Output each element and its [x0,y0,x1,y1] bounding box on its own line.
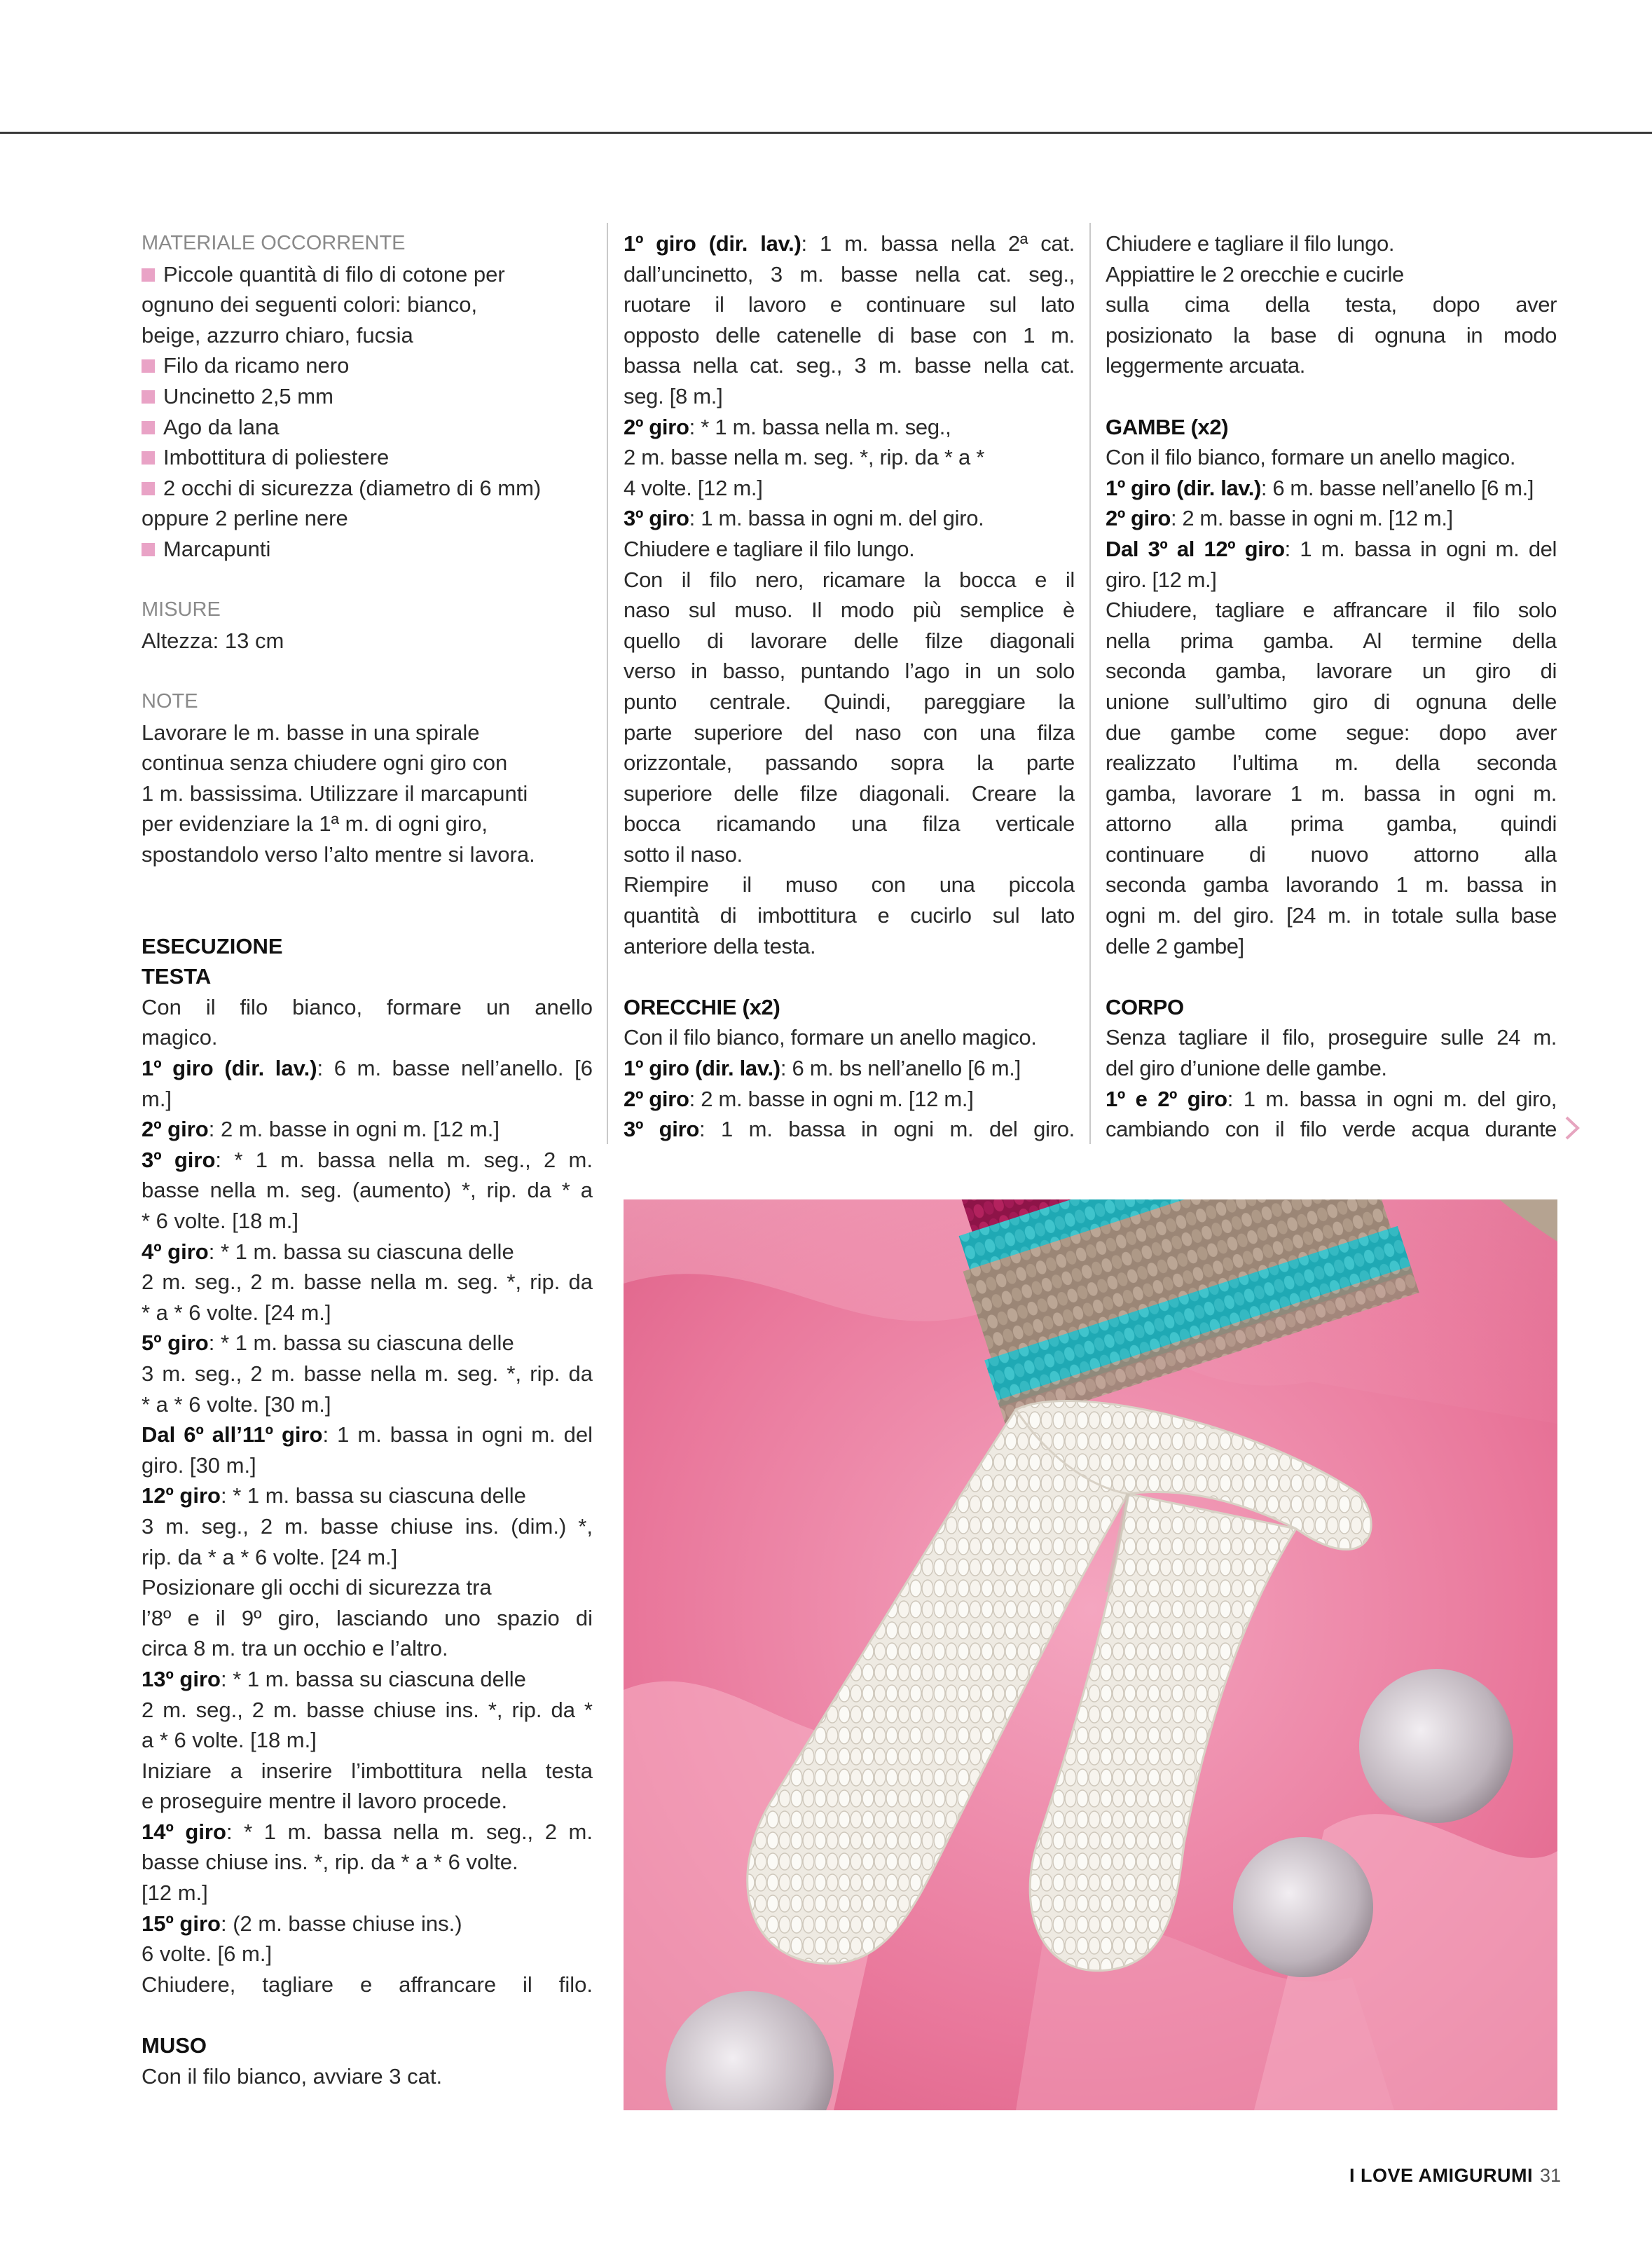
bold-step-label: 2º giro [1106,506,1171,531]
text-line: 1º giro (dir. lav.): 6 m. bs nell’anello [6 m.] [624,1056,1021,1081]
text-line: magico. [142,1025,218,1050]
text-line: 15º giro: (2 m. basse chiuse ins.) [142,1911,462,1936]
text-line: l’8º e il 9º giro, lasciando uno spazio di [142,1605,593,1630]
page-number: 31 [1539,2165,1561,2186]
text-line: giro. [12 m.] [1106,567,1217,592]
text-line: 2º giro: 2 m. basse in ogni m. [12 m.] [624,1086,974,1111]
section-heading-corpo: CORPO [1106,994,1184,1019]
text-line: 2 m. seg., 2 m. basse chiuse ins. *, rip. da * [142,1697,593,1722]
bold-step-label: 2º giro [624,1086,689,1111]
text-line: naso sul muso. Il modo più semplice è [624,598,1075,623]
bold-step-label: 2º giro [142,1117,209,1142]
bold-step-label: 1º giro (dir. lav.) [1106,475,1261,500]
text-line: ruotare il lavoro e continuare sul lato [624,292,1075,317]
materials-label: MATERIALE OCCORRENTE [142,232,406,254]
top-rule [0,132,1652,134]
section-heading-muso: MUSO [142,2033,207,2058]
text-line: seconda gamba, lavorare un giro di [1106,659,1557,684]
orecchie-instructions-cont [1106,228,1557,381]
chevron-right-icon [1562,1115,1583,1141]
text-line: del giro d’unione delle gambe. [1106,1056,1387,1081]
note-label: NOTE [142,689,198,713]
text-line: Riempire il muso con una piccola [624,872,1075,898]
text-line: leggermente arcuata. [1106,353,1305,378]
bold-step-label: 3º giro [142,1147,216,1172]
text-line: 5º giro: * 1 m. bassa su ciascuna delle [142,1330,514,1356]
text-line: delle 2 gambe] [1106,933,1244,958]
column-divider [607,223,608,1144]
material-item: Filo da ricamo nero [142,350,593,381]
bold-step-label: 3º giro [624,506,689,531]
text-line: 13º giro: * 1 m. bassa su ciascuna delle [142,1666,526,1691]
text-line: 1º e 2º giro: 1 m. bassa in ogni m. del giro, [1106,1086,1557,1111]
text-line: Chiudere, tagliare e affrancare il filo. [142,1972,593,1997]
bullet-square-icon [142,390,155,404]
text-line: orizzontale, passando sopra la parte [624,750,1075,776]
text-line: per evidenziare la 1ª m. di ogni giro, [142,811,488,837]
text-line: continua senza chiudere ogni giro con [142,750,508,776]
text-line: e proseguire mentre il lavoro procede. [142,1789,508,1814]
material-item: Uncinetto 2,5 mm [142,381,593,412]
text-line: sotto il naso. [624,841,743,867]
bold-step-label: 1º e 2º giro [1106,1086,1227,1111]
text-line: 3º giro: * 1 m. bassa nella m. seg., 2 m. [142,1147,593,1172]
text-line: basse nella m. seg. (aumento) *, rip. da * a [142,1178,593,1203]
material-item: Piccole quantità di filo di cotone per [142,259,593,290]
text-line: basse chiuse ins. *, rip. da * a * 6 volte. [142,1850,518,1875]
material-item: 2 occhi di sicurezza (diametro di 6 mm) [142,473,593,504]
bullet-square-icon [142,482,155,495]
text-line: Iniziare a inserire l’imbottitura nella testa [142,1758,593,1783]
text-line: Chiudere e tagliare il filo lungo. [624,536,915,561]
text-line: circa 8 m. tra un occhio e l’altro. [142,1636,448,1661]
text-line: nella prima gamba. Al termine della [1106,628,1557,653]
text-line: verso in basso, puntando l’ago in un solo [624,659,1075,684]
material-item: Ago da lana [142,412,593,443]
bold-step-label: 3º giro [624,1117,700,1142]
text-line: Chiudere e tagliare il filo lungo. [1106,231,1395,256]
bullet-square-icon [142,359,155,373]
text-line: Con il filo bianco, formare un anello magico. [624,1025,1037,1050]
text-line: seconda gamba lavorando 1 m. bassa in [1106,872,1557,898]
text-line: Con il filo bianco, formare un anello magico. [1106,445,1516,470]
column-2 [624,228,1075,1145]
text-line: cambiando con il filo verde acqua durante [1106,1117,1557,1142]
text-line: [12 m.] [142,1880,208,1906]
text-line: giro. [30 m.] [142,1452,256,1478]
testa-instructions [142,992,593,2000]
text-line: bocca ricamando una filza verticale [624,811,1075,837]
text-line: Con il filo nero, ricamare la bocca e il [624,567,1075,592]
section-heading-orecchie: ORECCHIE (x2) [624,994,780,1019]
gambe-instructions [1106,442,1557,961]
section-heading-gambe: GAMBE (x2) [1106,414,1229,439]
material-item-cont: ognuno dei seguenti colori: bianco, [142,292,478,317]
text-line: due gambe come segue: dopo aver [1106,720,1557,745]
note-text [142,717,593,870]
text-line: 4 volte. [12 m.] [624,475,763,500]
text-line: Chiudere, tagliare e affrancare il filo solo [1106,598,1557,623]
text-line: spostandolo verso l’alto mentre si lavora. [142,841,535,867]
text-line: 12º giro: * 1 m. bassa su ciascuna delle [142,1483,526,1508]
text-line: 4º giro: * 1 m. bassa su ciascuna delle [142,1239,514,1264]
section-heading-testa: TESTA [142,964,212,989]
amigurumi-legs-photo [624,1199,1557,2110]
text-line: 3º giro: 1 m. bassa in ogni m. del giro. [624,1117,1075,1142]
text-line: Dal 3º al 12º giro: 1 m. bassa in ogni m. del [1106,536,1557,561]
text-line: opposto delle catenelle di base con 1 m. [624,322,1075,348]
text-line: 1 m. bassissima. Utilizzare il marcapunti [142,780,528,806]
text-line: 3º giro: 1 m. bassa in ogni m. del giro. [624,506,984,531]
bullet-square-icon [142,421,155,434]
text-line: * a * 6 volte. [24 m.] [142,1300,331,1325]
bold-step-label: 5º giro [142,1330,209,1356]
text-line: rip. da * a * 6 volte. [24 m.] [142,1544,398,1569]
text-line: bassa nella cat. seg., 3 m. basse nella cat. [624,353,1075,378]
text-line: 2º giro: * 1 m. bassa nella m. seg., [624,414,951,439]
text-line: Appiattire le 2 orecchie e cucirle [1106,261,1404,287]
material-item: Marcapunti [142,534,593,565]
text-line: 1º giro (dir. lav.): 1 m. bassa nella 2ª cat. [624,231,1075,256]
bold-step-label: 2º giro [624,414,689,439]
column-3 [1106,228,1557,1145]
column-divider [1089,223,1091,1144]
text-line: 6 volte. [6 m.] [142,1941,273,1967]
bold-step-label: Dal 6º all’11º giro [142,1422,323,1447]
text-line: * 6 volte. [18 m.] [142,1209,298,1233]
text-line: realizzato l’ultima m. della seconda [1106,750,1557,776]
text-line: continuare di nuovo attorno alla [1106,841,1557,867]
text-line: attorno alla prima gamba, quindi [1106,811,1557,837]
text-line: seg. [8 m.] [624,383,723,408]
bold-step-label: 1º giro (dir. lav.) [624,231,801,256]
text-line: quello di lavorare delle filze diagonali [624,628,1075,653]
text-line: 3 m. seg., 2 m. basse chiuse ins. (dim.) *, [142,1513,593,1539]
page-footer [1349,2165,1561,2187]
bullet-square-icon [142,451,155,465]
text-line: Senza tagliare il filo, proseguire sulle 24 m. [1106,1025,1557,1050]
bullet-square-icon [142,543,155,556]
text-line: 14º giro: * 1 m. bassa nella m. seg., 2 m. [142,1819,593,1844]
text-line: 3 m. seg., 2 m. basse nella m. seg. *, rip. da [142,1361,593,1386]
text-line: 2 m. seg., 2 m. basse nella m. seg. *, rip. da [142,1270,593,1295]
orecchie-instructions [624,1022,1075,1144]
text-line: Con il filo bianco, formare un anello [142,994,593,1019]
misure-text: Altezza: 13 cm [142,628,284,653]
section-heading-esecuzione: ESECUZIONE [142,933,283,958]
text-line: Dal 6º all’11º giro: 1 m. bassa in ogni m. del [142,1422,593,1447]
bold-step-label: 1º giro (dir. lav.) [624,1056,780,1081]
bold-step-label: 4º giro [142,1239,209,1264]
text-line: 2º giro: 2 m. basse in ogni m. [12 m.] [142,1117,500,1142]
bold-step-label: 15º giro [142,1911,221,1936]
text-line: 2º giro: 2 m. basse in ogni m. [12 m.] [1106,506,1453,531]
text-line: quantità di imbottitura e cucirlo sul lato [624,903,1075,928]
text-line: m.] [142,1086,172,1111]
bullet-square-icon [142,268,155,282]
muso-instruction: Con il filo bianco, avviare 3 cat. [142,2063,443,2089]
text-line: parte superiore del naso con una filza [624,720,1075,745]
text-line: 1º giro (dir. lav.): 6 m. basse nell’anello. [6 [142,1056,593,1081]
bold-step-label: 13º giro [142,1666,221,1691]
text-line: posizionato la base di ognuna in modo [1106,322,1557,348]
text-line: gamba, lavorare 1 m. bassa in ogni m. [1106,780,1557,806]
bold-step-label: 1º giro (dir. lav.) [142,1056,317,1081]
material-item-cont: oppure 2 perline nere [142,506,348,531]
bold-step-label: 12º giro [142,1483,221,1508]
text-line: * a * 6 volte. [30 m.] [142,1391,331,1417]
misure-label: MISURE [142,598,221,621]
text-line: dall’uncinetto, 3 m. basse nella cat. seg., [624,261,1075,287]
column-1 [142,228,593,2091]
text-line: superiore delle filze diagonali. Creare la [624,780,1075,806]
muso-instructions [624,228,1075,961]
text-line: unione sull’ultimo giro di ognuna delle [1106,689,1557,714]
magazine-brand: I LOVE AMIGURUMI [1349,2165,1533,2186]
text-line: Posizionare gli occhi di sicurezza tra [142,1575,492,1600]
text-line: Lavorare le m. basse in una spirale [142,720,480,745]
text-line: anteriore della testa. [624,933,816,958]
text-line: sulla cima della testa, dopo aver [1106,292,1557,317]
bold-step-label: Dal 3º al 12º giro [1106,536,1285,561]
text-line: ogni m. del giro. [24 m. in totale sulla base [1106,903,1557,928]
bold-step-label: 14º giro [142,1819,226,1844]
text-line: 2 m. basse nella m. seg. *, rip. da * a * [624,445,984,470]
text-line: punto centrale. Quindi, pareggiare la [624,689,1075,714]
material-item-cont: beige, azzurro chiaro, fucsia [142,322,413,348]
material-item: Imbottitura di poliestere [142,442,593,473]
text-line: a * 6 volte. [18 m.] [142,1728,317,1753]
text-line: 1º giro (dir. lav.): 6 m. basse nell’anello [6 m.] [1106,475,1534,500]
corpo-instructions [1106,1022,1557,1144]
